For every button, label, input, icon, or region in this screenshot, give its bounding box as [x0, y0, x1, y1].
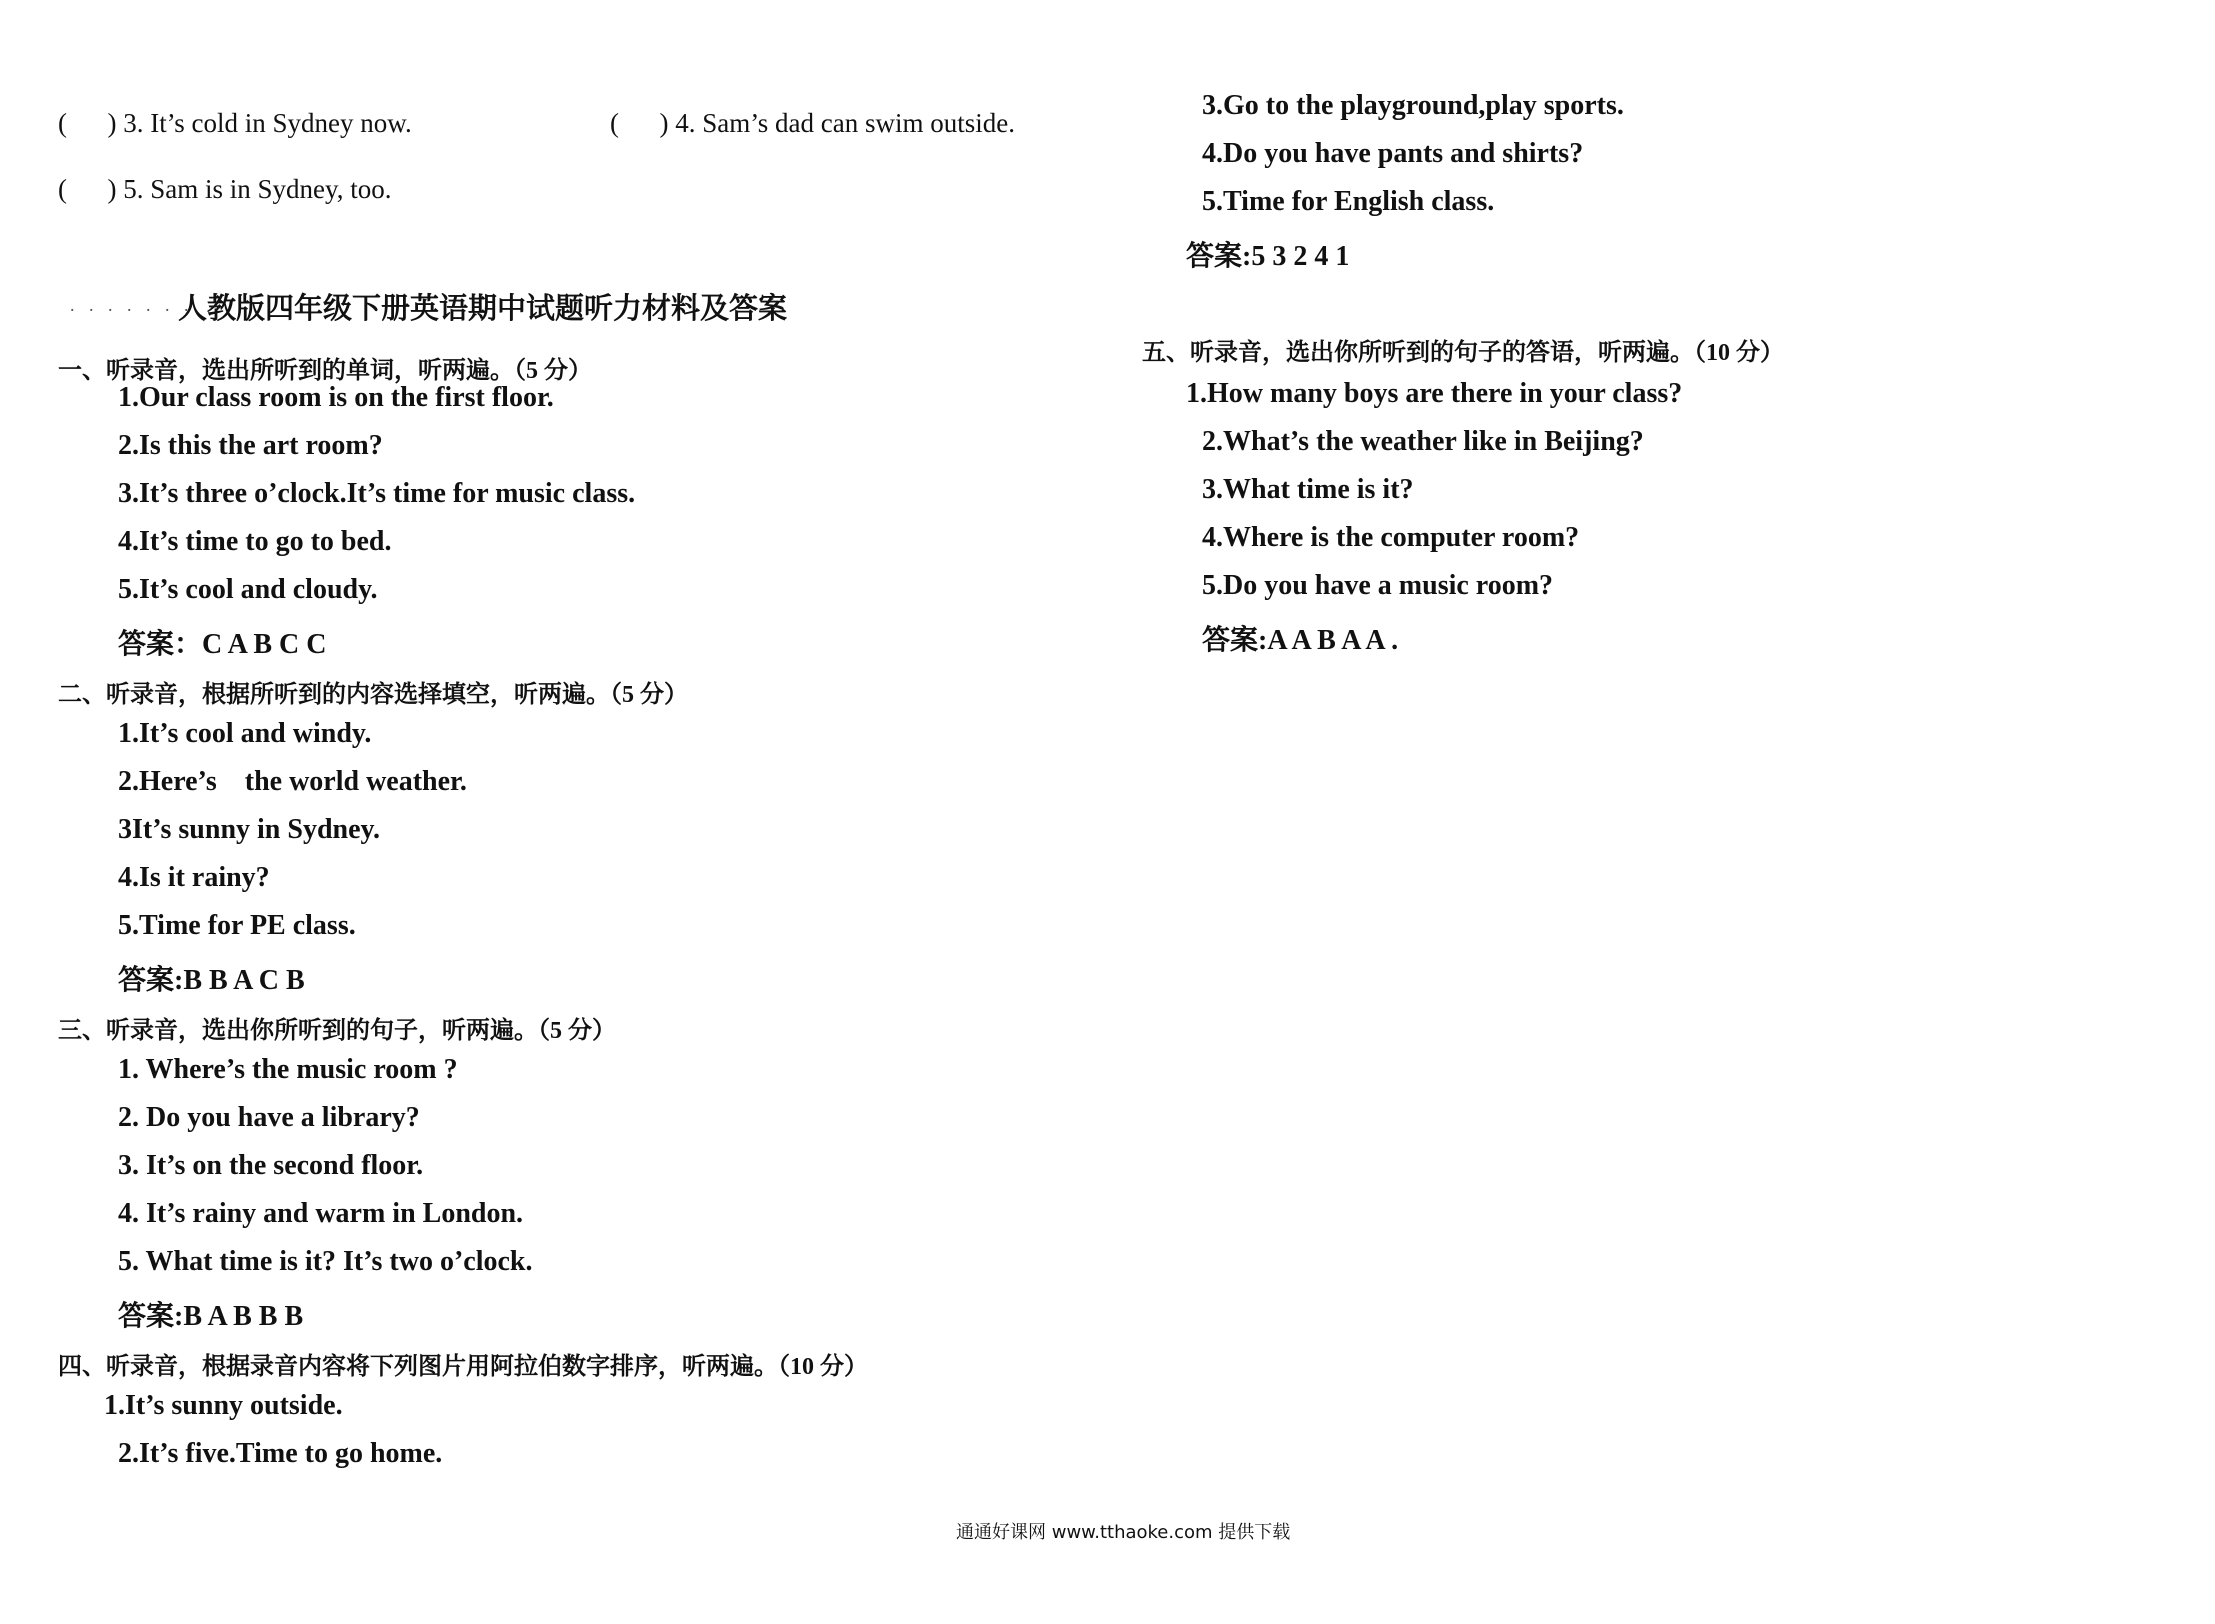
- section3-item-3: 3. It’s on the second floor.: [118, 1150, 424, 1181]
- section3-item-2: 2. Do you have a library?: [118, 1102, 420, 1133]
- section2-item-5: 5.Time for PE class.: [118, 910, 356, 941]
- section1-answer: 答案：C A B C C: [118, 629, 327, 660]
- section4-heading: 四、听录音，根据录音内容将下列图片用阿拉伯数字排序，听两遍。（10 分）: [58, 1354, 868, 1380]
- section4-item-1: 1.It’s sunny outside.: [104, 1390, 343, 1421]
- section1-item-3: 3.It’s three o’clock.It’s time for music class.: [118, 478, 636, 509]
- section3-heading: 三、听录音，选出你所听到的句子，听两遍。（5 分）: [58, 1018, 616, 1044]
- section5-item-2: 2.What’s the weather like in Beijing?: [1202, 426, 1644, 457]
- section1-item-2: 2.Is this the art room?: [118, 430, 383, 461]
- section1-item-1: 1.Our class room is on the first floor.: [118, 382, 554, 413]
- section4-answer: 答案:5 3 2 4 1: [1186, 241, 1350, 272]
- section2-item-4: 4.Is it rainy?: [118, 862, 270, 893]
- section5-item-4: 4.Where is the computer room?: [1202, 522, 1580, 553]
- section1-item-4: 4.It’s time to go to bed.: [118, 526, 392, 557]
- section2-item-2: 2.Here’s the world weather.: [118, 766, 467, 797]
- section1-heading: 一、听录音，选出所听到的单词，听两遍。（5 分）: [58, 358, 592, 384]
- section3-item-4: 4. It’s rainy and warm in London.: [118, 1198, 524, 1229]
- question-4: ( ) 4. Sam’s dad can swim outside.: [610, 108, 1015, 138]
- section3-answer: 答案:B A B B B: [118, 1301, 304, 1332]
- page-footer: 通通好课网 www.tthaoke.com 提供下载: [956, 1522, 1291, 1543]
- title-dots: . . . . . . .: [70, 295, 194, 315]
- section2-item-3: 3It’s sunny in Sydney.: [118, 814, 380, 845]
- section4-item-5: 5.Time for English class.: [1202, 186, 1495, 217]
- section2-item-1: 1.It’s cool and windy.: [118, 718, 372, 749]
- section3-item-5: 5. What time is it? It’s two o’clock.: [118, 1246, 533, 1277]
- section5-item-1: 1.How many boys are there in your class?: [1186, 378, 1683, 409]
- question-3: ( ) 3. It’s cold in Sydney now.: [58, 108, 412, 138]
- section2-answer: 答案:B B A C B: [118, 965, 305, 996]
- section4-item-3: 3.Go to the playground,play sports.: [1202, 90, 1624, 121]
- section2-heading: 二、听录音，根据所听到的内容选择填空，听两遍。（5 分）: [58, 682, 688, 708]
- section5-heading: 五、听录音，选出你所听到的句子的答语，听两遍。（10 分）: [1142, 340, 1784, 366]
- page-title: 人教版四年级下册英语期中试题听力材料及答案: [178, 293, 788, 325]
- section3-item-1: 1. Where’s the music room ?: [118, 1054, 458, 1085]
- section1-item-5: 5.It’s cool and cloudy.: [118, 574, 378, 605]
- section5-item-5: 5.Do you have a music room?: [1202, 570, 1554, 601]
- section4-item-2: 2.It’s five.Time to go home.: [118, 1438, 443, 1469]
- section4-item-4: 4.Do you have pants and shirts?: [1202, 138, 1584, 169]
- question-5: ( ) 5. Sam is in Sydney, too.: [58, 174, 392, 204]
- section5-answer: 答案:A A B A A .: [1202, 625, 1399, 656]
- section5-item-3: 3.What time is it?: [1202, 474, 1414, 505]
